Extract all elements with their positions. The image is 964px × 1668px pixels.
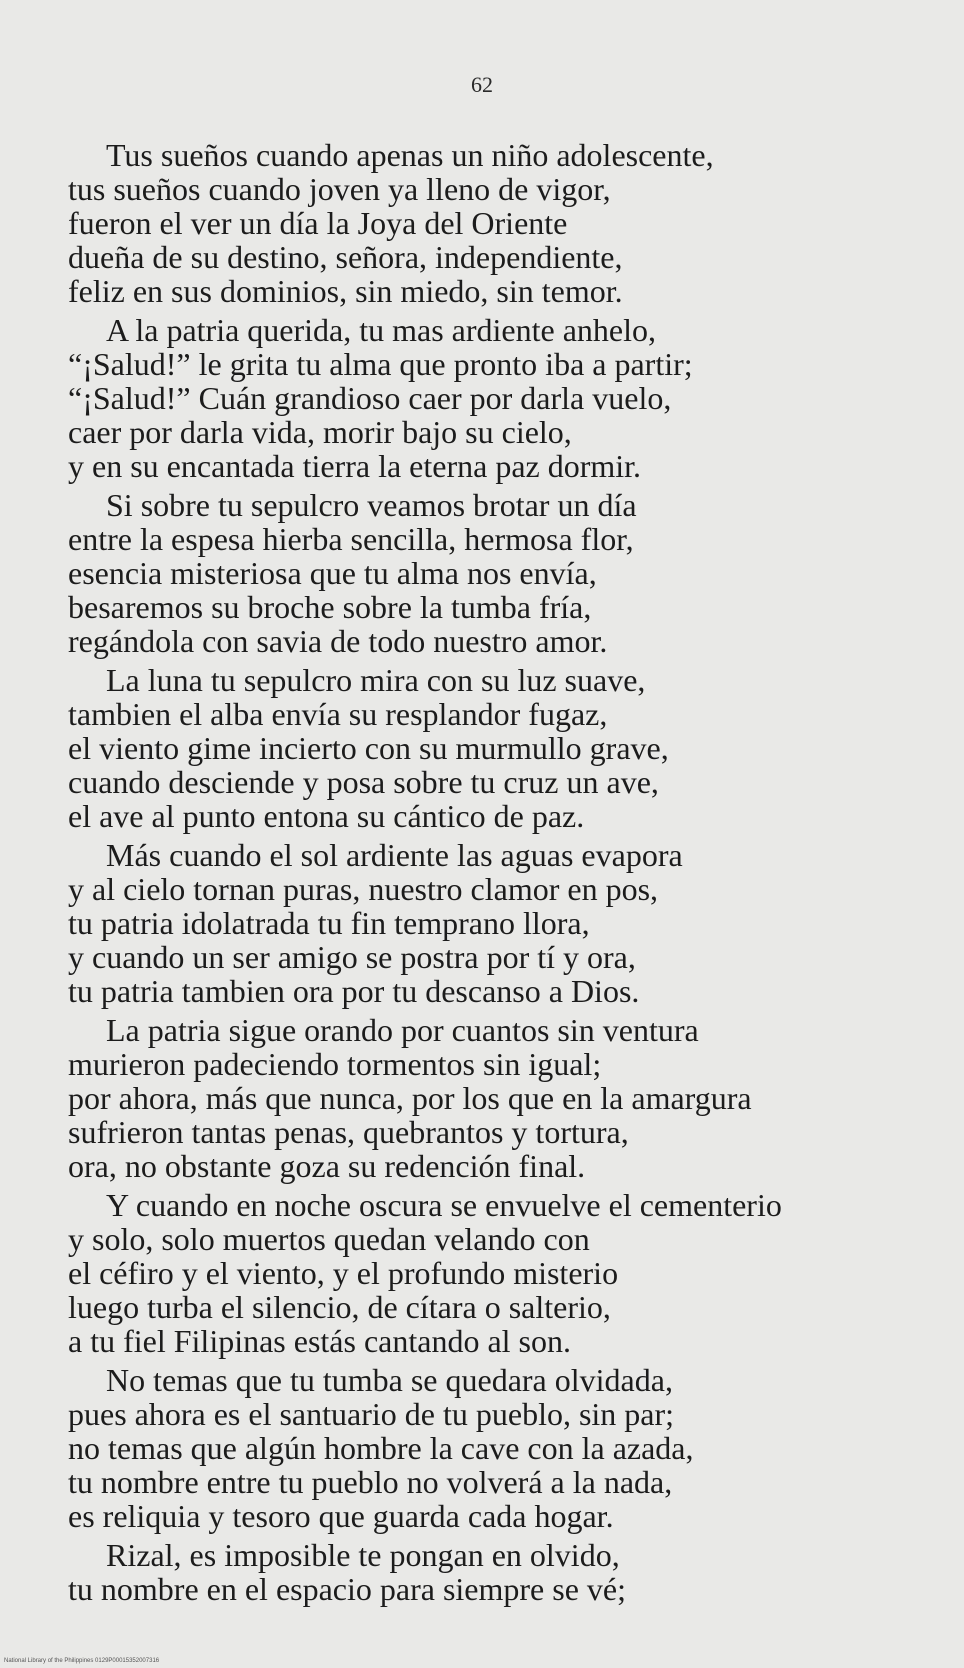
poem-line: por ahora, más que nunca, por los que en la amargura [68, 1080, 752, 1116]
poem-line: tu patria idolatrada tu fin temprano llora, [68, 905, 590, 941]
poem-line: no temas que algún hombre la cave con la azada, [68, 1430, 694, 1466]
poem-line: cuando desciende y posa sobre tu cruz un ave, [68, 764, 659, 800]
stanza [68, 838, 948, 1008]
poem-line: tambien el alba envía su resplandor fugaz, [68, 696, 608, 732]
stanza [68, 488, 948, 658]
stanza [68, 1538, 948, 1606]
stanza [68, 138, 948, 308]
poem-line: entre la espesa hierba sencilla, hermosa flor, [68, 521, 634, 557]
poem-line: tu patria tambien ora por tu descanso a Dios. [68, 973, 640, 1009]
stanza [68, 1013, 948, 1183]
poem-line: Rizal, es imposible te pongan en olvido, [106, 1537, 620, 1573]
poem-line: Y cuando en noche oscura se envuelve el cementerio [106, 1187, 782, 1223]
poem-line: luego turba el silencio, de cítara o salterio, [68, 1289, 611, 1325]
page-number: 62 [471, 72, 493, 97]
library-footer: National Library of the Philippines 0129P00015352007316 [4, 1658, 160, 1664]
poem-line: feliz en sus dominios, sin miedo, sin temor. [68, 273, 623, 309]
poem-line: esencia misteriosa que tu alma nos envía, [68, 555, 597, 591]
stanza [68, 1363, 948, 1533]
poem-line: tu nombre en el espacio para siempre se vé; [68, 1571, 626, 1607]
poem-line: Tus sueños cuando apenas un niño adolescente, [106, 137, 714, 173]
poem-line: No temas que tu tumba se quedara olvidada, [106, 1362, 673, 1398]
poem-line: el viento gime incierto con su murmullo grave, [68, 730, 669, 766]
poem-line: Más cuando el sol ardiente las aguas evapora [106, 837, 683, 873]
poem-body [68, 138, 948, 1611]
poem-line: y solo, solo muertos quedan velando con [68, 1221, 590, 1257]
poem-line: A la patria querida, tu mas ardiente anhelo, [106, 312, 657, 348]
poem-line: y en su encantada tierra la eterna paz dormir. [68, 448, 642, 484]
stanza [68, 1188, 948, 1358]
poem-line: caer por darla vida, morir bajo su cielo, [68, 414, 572, 450]
poem-line: y al cielo tornan puras, nuestro clamor en pos, [68, 871, 659, 907]
poem-line: murieron padeciendo tormentos sin igual; [68, 1046, 602, 1082]
poem-line: “¡Salud!” Cuán grandioso caer por darla vuelo, [68, 380, 672, 416]
poem-line: y cuando un ser amigo se postra por tí y ora, [68, 939, 636, 975]
poem-line: pues ahora es el santuario de tu pueblo, sin par; [68, 1396, 675, 1432]
poem-line: tus sueños cuando joven ya lleno de vigor, [68, 171, 611, 207]
poem-line: el ave al punto entona su cántico de paz. [68, 798, 585, 834]
poem-line: Si sobre tu sepulcro veamos brotar un día [106, 487, 637, 523]
poem-line: dueña de su destino, señora, independiente, [68, 239, 623, 275]
poem-line: La patria sigue orando por cuantos sin ventura [106, 1012, 699, 1048]
poem-line: regándola con savia de todo nuestro amor. [68, 623, 608, 659]
poem-line: besaremos su broche sobre la tumba fría, [68, 589, 592, 625]
stanza [68, 313, 948, 483]
poem-line: La luna tu sepulcro mira con su luz suave, [106, 662, 646, 698]
poem-line: fueron el ver un día la Joya del Oriente [68, 205, 568, 241]
stanza [68, 663, 948, 833]
poem-line: el céfiro y el viento, y el profundo misterio [68, 1255, 619, 1291]
poem-line: “¡Salud!” le grita tu alma que pronto iba a partir; [68, 346, 693, 382]
poem-line: sufrieron tantas penas, quebrantos y tortura, [68, 1114, 629, 1150]
poem-line: es reliquia y tesoro que guarda cada hogar. [68, 1498, 614, 1534]
poem-line: tu nombre entre tu pueblo no volverá a la nada, [68, 1464, 673, 1500]
poem-line: ora, no obstante goza su redención final. [68, 1148, 586, 1184]
poem-line: a tu fiel Filipinas estás cantando al son. [68, 1323, 571, 1359]
